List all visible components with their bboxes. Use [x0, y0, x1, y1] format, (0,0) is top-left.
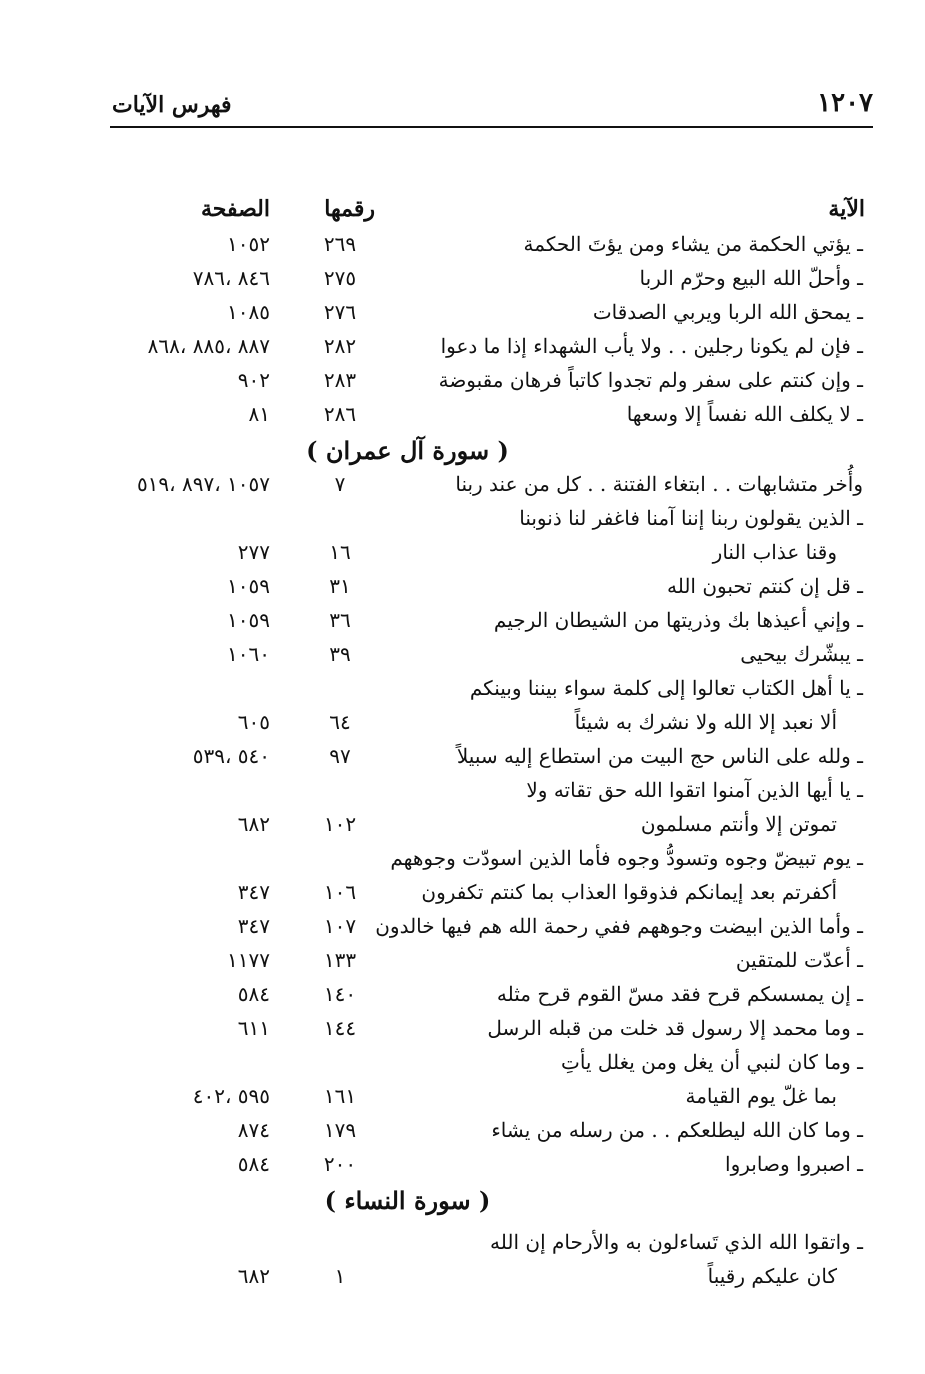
verse-number: ٢٨٦ — [323, 402, 357, 426]
verse-text: ـ يمحق الله الربا ويربي الصدقات — [592, 300, 863, 324]
verse-text: ـ قل إن كنتم تحبون الله — [666, 574, 863, 598]
verse-row — [0, 774, 925, 808]
verse-text: ـ لا يكلف الله نفساً إلا وسعها — [626, 402, 863, 426]
verse-number: ١٠٧ — [323, 914, 357, 938]
verse-row — [0, 468, 925, 502]
verse-number: ١٠٢ — [323, 812, 357, 836]
surah-heading-row — [0, 1182, 925, 1218]
verse-text: ألا نعبد إلا الله ولا نشرك به شيئاً — [574, 710, 837, 734]
page-references: ٥٩٥ ،٤٠٢ — [192, 1084, 270, 1108]
verse-number: ٢٦٩ — [323, 232, 357, 256]
verse-text: ـ فإن لم يكونا رجلين . . ولا يأب الشهداء إذا ما دعوا — [440, 334, 863, 358]
verse-continuation-row — [0, 876, 925, 910]
verse-continuation-row — [0, 1260, 925, 1294]
verse-text: أكفرتم بعد إيمانكم فذوقوا العذاب بما كنتم تكفرون — [421, 880, 837, 904]
verse-row — [0, 944, 925, 978]
verse-text: ـ يا أيها الذين آمنوا اتقوا الله حق تقاته ولا — [526, 778, 863, 802]
page-number: ١٢٠٧ — [817, 88, 873, 118]
surah-heading: ( سورة النساء ) — [324, 1186, 491, 1215]
page-references: ١٠٦٠ — [227, 642, 270, 666]
verse-text: ـ يبشّرك بيحيى — [740, 642, 863, 666]
verse-text: وقنا عذاب النار — [712, 540, 837, 564]
page-references: ٨٤٦ ،٧٨٦ — [192, 266, 270, 290]
verse-number: ١٤٤ — [323, 1016, 357, 1040]
verse-row — [0, 638, 925, 672]
page-references: ٦٠٥ — [237, 710, 270, 734]
verse-row — [0, 1046, 925, 1080]
verse-row — [0, 296, 925, 330]
verse-number: ٣١ — [329, 574, 351, 598]
page-references: ٨٧٤ — [237, 1118, 270, 1142]
column-header-number: رقمها — [324, 196, 375, 222]
verse-row — [0, 502, 925, 536]
verse-number: ١٧٩ — [323, 1118, 357, 1142]
verse-index-list — [0, 228, 925, 1294]
page-references: ٥٤٠ ،٥٣٩ — [192, 744, 270, 768]
verse-text: ـ اصبروا وصابروا — [725, 1152, 863, 1176]
page-references: ٢٧٧ — [237, 540, 270, 564]
verse-number: ٢٧٥ — [323, 266, 357, 290]
verse-number: ٩٧ — [329, 744, 351, 768]
verse-row — [0, 1114, 925, 1148]
verse-text: ـ أعدّت للمتقين — [735, 948, 863, 972]
verse-text: ـ وأما الذين ابيضت وجوههم ففي رحمة الله هم فيها خالدون — [375, 914, 863, 938]
verse-continuation-row — [0, 808, 925, 842]
verse-number: ٢٨٢ — [323, 334, 357, 358]
page-references: ٦١١ — [237, 1016, 270, 1040]
page-references: ١٠٨٥ — [227, 300, 270, 324]
verse-number: ١٣٣ — [323, 948, 357, 972]
verse-row — [0, 740, 925, 774]
page-references: ٣٤٧ — [237, 914, 270, 938]
verse-row — [0, 1012, 925, 1046]
column-header-verse: الآية — [828, 196, 865, 222]
verse-text: ـ ولله على الناس حج البيت من استطاع إليه سبيلاً — [456, 744, 863, 768]
verse-row — [0, 228, 925, 262]
verse-number: ١٤٠ — [323, 982, 357, 1006]
verse-text: ـ الذين يقولون ربنا إننا آمنا فاغفر لنا ذنوبنا — [519, 506, 863, 530]
spacer — [0, 1218, 925, 1226]
surah-heading: ( سورة آل عمران ) — [306, 436, 509, 465]
verse-number: ٢٠٠ — [323, 1152, 357, 1176]
verse-row — [0, 604, 925, 638]
verse-number: ١ — [334, 1264, 346, 1288]
verse-text: ـ وإن كنتم على سفر ولم تجدوا كاتباً فرهان مقبوضة — [438, 368, 863, 392]
verse-number: ١٦ — [329, 540, 351, 564]
page-references: ١٠٥٧ ،٨٩٧ ،٥١٩ — [136, 472, 270, 496]
verse-row — [0, 570, 925, 604]
column-header-page: الصفحة — [200, 196, 270, 222]
verse-text: كان عليكم رقيباً — [707, 1264, 837, 1288]
verse-row — [0, 398, 925, 432]
verse-text: وأُخر متشابهات . . ابتغاء الفتنة . . كل من عند ربنا — [455, 472, 863, 496]
verse-continuation-row — [0, 706, 925, 740]
verse-row — [0, 672, 925, 706]
verse-number: ٣٩ — [329, 642, 351, 666]
page-references: ١٠٥٢ — [227, 232, 270, 256]
verse-text: تموتن إلا وأنتم مسلمون — [640, 812, 837, 836]
verse-continuation-row — [0, 1080, 925, 1114]
page-references: ٦٨٢ — [237, 1264, 270, 1288]
verse-text: ـ إن يمسسكم قرح فقد مسّ القوم قرح مثله — [496, 982, 863, 1006]
page-references: ٨٨٧ ،٨٨٥ ،٨٦٨ — [147, 334, 270, 358]
verse-number: ٣٦ — [329, 608, 351, 632]
page-references: ٥٨٤ — [237, 982, 270, 1006]
verse-row — [0, 364, 925, 398]
verse-number: ٦٤ — [329, 710, 351, 734]
verse-number: ١٠٦ — [323, 880, 357, 904]
verse-row — [0, 910, 925, 944]
verse-number: ٢٨٣ — [323, 368, 357, 392]
surah-heading-row — [0, 432, 925, 468]
verse-text: ـ يؤتي الحكمة من يشاء ومن يؤتَ الحكمة — [523, 232, 863, 256]
page-references: ١٠٥٩ — [227, 574, 270, 598]
verse-text: ـ واتقوا الله الذي تَساءلون به والأرحام إن الله — [490, 1230, 863, 1254]
verse-text: ـ وإني أعيذها بك وذريتها من الشيطان الرجيم — [493, 608, 863, 632]
verse-text: ـ يوم تبيضّ وجوه وتسودُّ وجوه فأما الذين اسودّت وجوههم — [390, 846, 863, 870]
verse-row — [0, 262, 925, 296]
page-references: ١١٧٧ — [227, 948, 270, 972]
page-references: ٣٤٧ — [237, 880, 270, 904]
header-rule — [110, 126, 873, 128]
page-references: ٩٠٢ — [237, 368, 270, 392]
verse-text: بما غلّ يوم القيامة — [685, 1084, 837, 1108]
verse-row — [0, 330, 925, 364]
verse-number: ١٦١ — [323, 1084, 357, 1108]
verse-text: ـ وما كان الله ليطلعكم . . من رسله من يشاء — [491, 1118, 863, 1142]
verse-text: ـ وأحلّ الله البيع وحرّم الربا — [639, 266, 863, 290]
page-references: ٦٨٢ — [237, 812, 270, 836]
running-title: فهرس الآيات — [112, 92, 232, 118]
verse-text: ـ يا أهل الكتاب تعالوا إلى كلمة سواء بيننا وبينكم — [469, 676, 863, 700]
verse-row — [0, 1148, 925, 1182]
verse-text: ـ وما محمد إلا رسول قد خلت من قبله الرسل — [487, 1016, 863, 1040]
verse-number: ٧ — [334, 472, 346, 496]
verse-row — [0, 978, 925, 1012]
verse-text: ـ وما كان لنبي أن يغل ومن يغلل يأتِ — [561, 1050, 863, 1074]
page-references: ٥٨٤ — [237, 1152, 270, 1176]
page-references: ١٠٥٩ — [227, 608, 270, 632]
page-references: ٨١ — [248, 402, 270, 426]
verse-row — [0, 842, 925, 876]
verse-row — [0, 1226, 925, 1260]
verse-number: ٢٧٦ — [323, 300, 357, 324]
verse-continuation-row — [0, 536, 925, 570]
